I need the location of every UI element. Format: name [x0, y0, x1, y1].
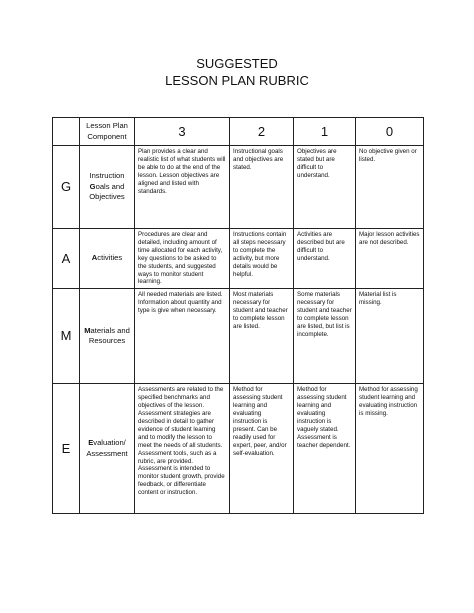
cell-score-1: Objectives are stated but are difficult to understand. — [294, 146, 356, 229]
cell-score-2: Instructional goals and objectives are stated. — [230, 146, 294, 229]
row-letter: G — [53, 146, 80, 229]
row-component: Activities — [80, 229, 135, 289]
cell-score-0: No objective given or listed. — [356, 146, 424, 229]
cell-score-2: Method for assessing student learning and evaluating instruction is present. Can be readily used for expert, peer, and/or self-evaluation. — [230, 384, 294, 514]
table-row — [53, 289, 424, 384]
row-component: Instruction Goals and Objectives — [80, 146, 135, 229]
header-row — [53, 118, 424, 146]
row-letter: M — [53, 289, 80, 384]
cell-score-3: Procedures are clear and detailed, including amount of time allocated for each activity, key questions to be asked to the students, and suggested ways to monitor student learning. — [135, 229, 230, 289]
table-row — [53, 229, 424, 289]
cell-score-3: Plan provides a clear and realistic list of what students will be able to do at the end of the lesson. Lesson objectives are aligned and listed with standards. — [135, 146, 230, 229]
header-score-0: 0 — [356, 118, 424, 146]
header-score-3: 3 — [135, 118, 230, 146]
cell-score-3: Assessments are related to the specified benchmarks and objectives of the lesson. Assessment strategies are described in detail to gather evidence of student learning and to modify the lesson to meet the needs of all students. Assessment tools, such as a rubric, are provided. Assessment is intended to monitor student growth, provide feedback, or differentiate content or instruction. — [135, 384, 230, 514]
cell-score-1: Some materials necessary for student and teacher to complete lesson are listed, but list is incomplete. — [294, 289, 356, 384]
cell-score-2: Instructions contain all steps necessary to complete the activity, but more details would be helpful. — [230, 229, 294, 289]
cell-score-0: Material list is missing. — [356, 289, 424, 384]
row-component: Materials and Resources — [80, 289, 135, 384]
rubric-table — [52, 117, 424, 514]
table-row — [53, 384, 424, 514]
row-component: Evaluation/ Assessment — [80, 384, 135, 514]
header-score-2: 2 — [230, 118, 294, 146]
header-score-1: 1 — [294, 118, 356, 146]
cell-score-3: All needed materials are listed. Information about quantity and type is give when necessary. — [135, 289, 230, 384]
row-letter: A — [53, 229, 80, 289]
table-row — [53, 146, 424, 229]
header-component: Lesson Plan Component — [80, 118, 135, 146]
cell-score-0: Method for assessing student learning and evaluating instruction is missing. — [356, 384, 424, 514]
header-empty-cell — [53, 118, 80, 146]
cell-score-1: Method for assessing student learning and evaluating instruction is vaguely stated. Assessment is teacher dependent. — [294, 384, 356, 514]
cell-score-2: Most materials necessary for student and teacher to complete lesson are listed. — [230, 289, 294, 384]
cell-score-1: Activities are described but are difficult to understand. — [294, 229, 356, 289]
title-line-2: LESSON PLAN RUBRIC — [165, 73, 309, 88]
cell-score-0: Major lesson activities are not described. — [356, 229, 424, 289]
title-line-1: SUGGESTED — [196, 56, 278, 71]
row-letter: E — [53, 384, 80, 514]
